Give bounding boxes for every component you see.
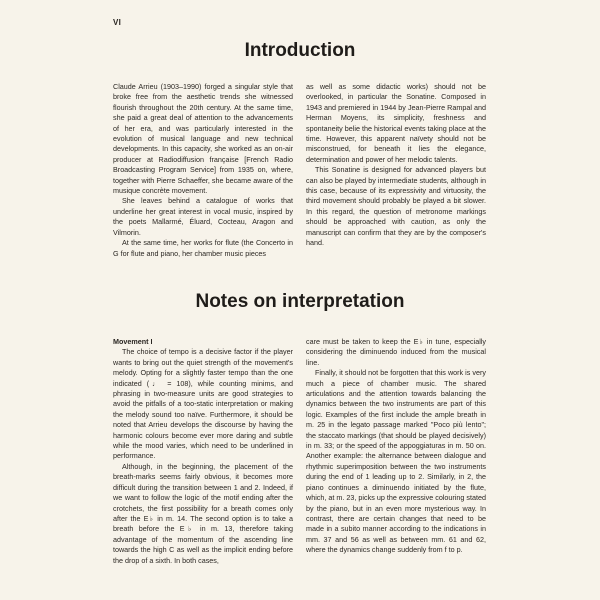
notes-paragraph: The choice of tempo is a decisive factor if the player wants to bring out the quiet strength of the movement's melody. Opting for a slightly faster tempo than the one indicated (♩ = 108), while counting minims, and phrasing in two-measure units are good strategies to avoid the pitfalls of a too-static interpretation or making the melody sound too naïve. Furthermore, it should be noted that Arrieu develops the discourse by having the harmonic colours become ever more daring and subtle while the mood varies, which need to be underlined in performance.: [113, 347, 293, 461]
notes-paragraph: Finally, it should not be forgotten that this work is very much a piece of chamber music. The shared articulations and the attention towards balancing the dynamics between the two instruments are part of this logic. Examples of the first include the ample breath in m. 25 in the legato passage marked "Poco più lento"; the staccato markings (that should be played decisively) in m. 33; or the speed of the appoggiaturas in m. 50 on. Another example: the alternance between dialogue and rhythmic superimposition between the two instruments during the end of 1 leading up to 2. Similarly, in 2, the piano continues a diminuendo initiated by the flute, which, at m. 23, picks up the expressive colouring stated by the piano, but in an even more mysterious way. In contrast, there are certain changes that need to be made in a subito manner according to the indications in mm. 37 and 56 as well as between mm. 61 and 62, where the dynamics change suddenly from f to p.: [306, 368, 486, 555]
notes-right-column: [306, 337, 486, 556]
intro-paragraph: This Sonatine is designed for advanced players but can also be played by intermediate students, although in this case, because of its expressivity and virtuosity, the third movement should probably be played a bit slower. In this regard, the question of metronome markings should be approached with caution, as only the manuscript can confirm that they are by the composer's hand.: [306, 165, 486, 248]
intro-paragraph: At the same time, her works for flute (the Concerto in G for flute and piano, her chamber music pieces: [113, 238, 293, 258]
introduction-right-column: [306, 82, 486, 249]
intro-paragraph: Claude Arrieu (1903–1990) forged a singular style that broke free from the aesthetic trends she witnessed flourish throughout the 20th century. At the same time, she paid a great deal of attention to the advancements of her era, and was particularly interested in the evolution of musical language and new technical developments. In this capacity, she worked as an on-air producer at Radiodiffusion française [French Radio Broadcasting Program Service] from 1935 on, where, together with Pierre Schaeffer, she became aware of the musique concrète movement.: [113, 82, 293, 196]
introduction-title: Introduction: [244, 40, 356, 61]
notes-title: Notes on interpretation: [195, 291, 405, 312]
notes-left-column: [113, 337, 293, 566]
notes-paragraph: Although, in the beginning, the placement of the breath-marks seems fairly obvious, it becomes more difficult during the transition between 1 and 2. Indeed, if we want to follow the logic of the motif ending after the crotchets, the first possibility for a breath comes only after the E♭ in m. 14. The second option is to take a breath before the E♭ in m. 13, therefore taking advantage of the momentum of the ascending line towards the high C as well as the implicit ending before the drop of a sixth. In both cases,: [113, 461, 293, 565]
notes-paragraph: care must be taken to keep the E♭ in tune, especially considering the diminuendo induced from the musical line.: [306, 337, 486, 367]
introduction-left-column: [113, 82, 293, 259]
intro-paragraph: as well as some didactic works) should not be overlooked, in particular the Sonatine. Composed in 1943 and premiered in 1944 by Jean-Pierre Rampal and Herman Moyens, its simplicity, freshness and spontaneity belie the historical events taking place at the time. However, this apparent naïvety should not be misconstrued, for beneath it lies the elegance, determination and power of her melodic talents.: [306, 82, 486, 164]
page-number: VI: [113, 18, 122, 27]
intro-paragraph: She leaves behind a catalogue of works that underline her great interest in vocal music, inspired by the poets Mallarmé, Éluard, Cocteau, Aragon and Vilmorin.: [113, 196, 293, 237]
movement-heading: Movement I: [113, 337, 153, 346]
